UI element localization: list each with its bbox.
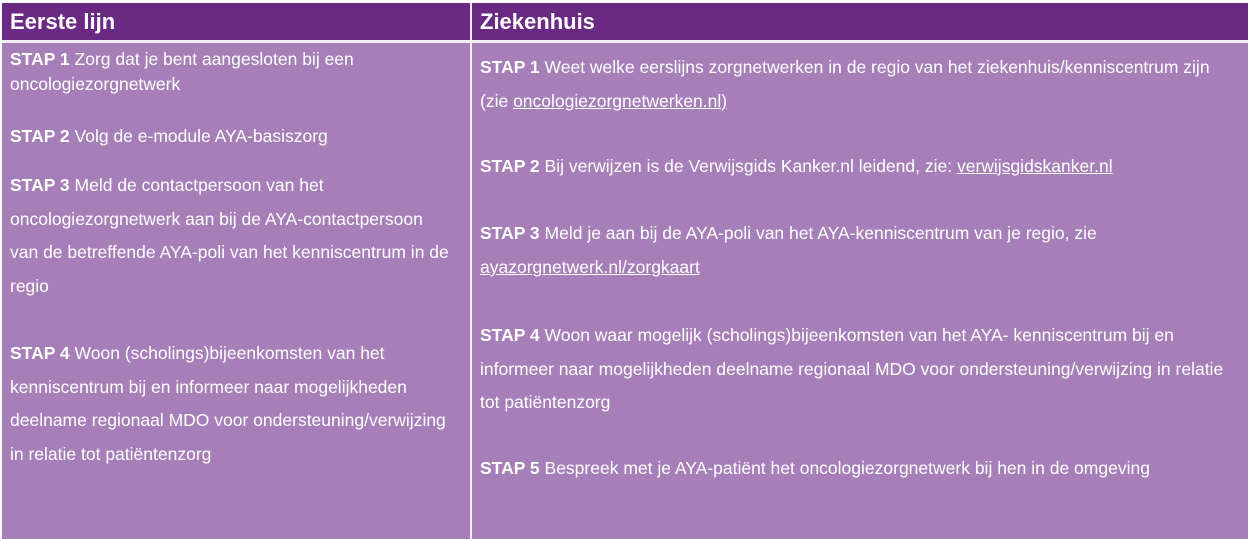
right-step-3 bbox=[480, 217, 1220, 284]
link-ayazorgnetwerk[interactable]: ayazorgnetwerk.nl/zorgkaart bbox=[480, 256, 700, 277]
left-step-1 bbox=[10, 47, 450, 97]
right-step-5 bbox=[480, 452, 1220, 486]
right-step-4 bbox=[480, 319, 1240, 420]
step-label: STAP 2 bbox=[480, 156, 540, 176]
header-divider bbox=[2, 40, 1248, 43]
step-label: STAP 3 bbox=[480, 223, 540, 243]
column-header-eerste-lijn: Eerste lijn bbox=[2, 3, 470, 40]
column-divider bbox=[470, 3, 472, 539]
step-text: Meld de contactpersoon van het oncologiezorgnetwerk aan bij de AYA-contactpersoon van de betreffende AYA-poli van het kenniscentrum in de regio bbox=[10, 175, 449, 296]
step-text: Volg de e-module AYA-basiszorg bbox=[74, 126, 328, 146]
step-label: STAP 5 bbox=[480, 458, 540, 478]
left-step-2 bbox=[10, 120, 450, 154]
step-label: STAP 3 bbox=[10, 175, 70, 195]
right-step-2 bbox=[480, 150, 1240, 184]
steps-table bbox=[2, 3, 1248, 539]
left-step-3 bbox=[10, 169, 454, 303]
step-text: Woon (scholings)bijeenkomsten van het kenniscentrum bij en informeer naar mogelijkheden deelname regionaal MDO voor ondersteuning/verwijzing in relatie tot patiëntenzorg bbox=[10, 343, 446, 464]
step-label: STAP 1 bbox=[10, 49, 70, 69]
column-header-ziekenhuis: Ziekenhuis bbox=[472, 3, 1248, 40]
right-step-1 bbox=[480, 51, 1220, 118]
step-label: STAP 4 bbox=[480, 325, 540, 345]
step-label: STAP 2 bbox=[10, 126, 70, 146]
step-label: STAP 4 bbox=[10, 343, 70, 363]
step-label: STAP 1 bbox=[480, 57, 540, 77]
step-text: Zorg dat je bent aangesloten bij een oncologiezorgnetwerk bbox=[10, 49, 354, 94]
step-text: Meld je aan bij de AYA-poli van het AYA-kenniscentrum van je regio, zie bbox=[544, 223, 1097, 243]
link-verwijsgidskanker[interactable]: verwijsgidskanker.nl bbox=[956, 156, 1113, 176]
step-text: Weet welke eerslijns zorgnetwerken in de regio van het ziekenhuis/kenniscentrum zijn (zie bbox=[480, 57, 1210, 111]
step-text: Bespreek met je AYA-patiënt het oncologiezorgnetwerk bij hen in de omgeving bbox=[544, 458, 1150, 478]
step-text: Bij verwijzen is de Verwijsgids Kanker.nl leidend, zie: bbox=[544, 156, 953, 176]
left-step-4 bbox=[10, 337, 454, 471]
step-text: Woon waar mogelijk (scholings)bijeenkomsten van het AYA- kenniscentrum bij en informeer naar mogelijkheden deelname regionaal MDO voor ondersteuning/verwijzing in relatie tot patiëntenzorg bbox=[480, 325, 1224, 412]
link-oncologiezorgnetwerken[interactable]: oncologiezorgnetwerken.nl) bbox=[513, 90, 728, 111]
